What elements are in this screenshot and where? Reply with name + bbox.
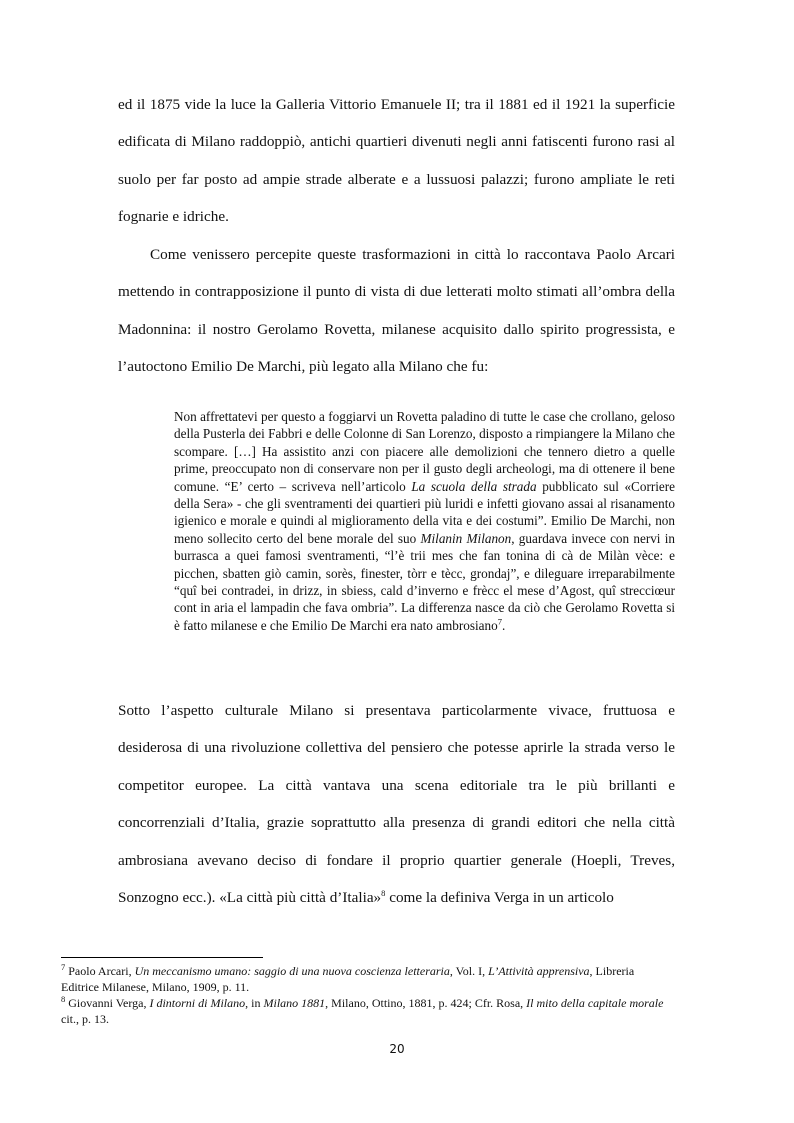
footnote-text: , Milano, Ottino, 1881, p. 424; Cfr. Rosa,: [325, 996, 527, 1010]
paragraph-text: come la definiva Verga in un articolo: [385, 889, 614, 907]
body-paragraph: ed il 1875 vide la luce la Galleria Vittorio Emanuele II; tra il 1881 ed il 1921 la superficie edificata di Milano raddoppiò, antichi quartieri divenuti negli anni fatiscenti furono rasi al suolo per far posto ad ampie strade alberate e a lussuosi palazzi; furono ampliate le reti fognarie e idriche.: [118, 96, 675, 226]
footnote-text: , in: [245, 996, 264, 1010]
footnote-text: Paolo Arcari,: [65, 964, 135, 978]
footnote-separator: [61, 957, 263, 958]
footnote-text: , Libreria Editrice Milanese, Milano, 1909, p. 11.: [61, 964, 635, 994]
body-paragraph: [118, 692, 675, 916]
body-paragraph: Come venissero percepite queste trasformazioni in città lo raccontava Paolo Arcari mettendo in contrapposizione il punto di vista di due letterati molto stimati all’ombra della Madonnina: il nostro Gerolamo Rovetta, milanese acquisito dallo spirito progressista, e l’autoctono Emilio De Marchi, più legato alla Milano che fu:: [118, 246, 675, 376]
footnote-title: L’Attività apprensiva: [488, 964, 590, 978]
quote-text: Non affrettatevi per questo a foggiarvi un Rovetta paladino di tutte le case che crollano, geloso della Pusterla dei Fabbri e delle Colonne di San Lorenzo, disposto a rimpiangere la Milano che scompare. […] Ha assistito anzi con piacere alle demolizioni che tennero dietro a quelle prime, preoccupato non di conservare non per il gusto degli archeologi, ma di ottenere il bene comune. “E’ certo – scriveva nell’articolo: [174, 409, 675, 494]
quote-text: , guardava invece con nervi in burrasca a quei famosi sventramenti, “l’è trii mes che fan tonina di cà de Milàn vèce: e picchen, sbatten giò camin, sorès, finester, tòrr e tècc, grondaj”, e dileguare irreparabilmente “quî bei contradei, in drizz, in sbiess, cald d’inverno e frècc el mese d’Agost, quî strecciœur cont in aria el lampadin che fava ombria”. La differenza nasce da ciò che Gerolamo Rovetta si è fatto milanese e che Emilio De Marchi era nato ambrosiano: [174, 530, 675, 633]
footnote-title: Milano 1881: [263, 996, 326, 1010]
quote-title: Milanin Milanon: [420, 530, 512, 546]
quote-title: La scuola della strada: [411, 478, 537, 494]
footnote-title: I dintorni di Milano: [149, 996, 246, 1010]
block-quote: [174, 408, 675, 634]
footnote-title: Un meccanismo umano: saggio di una nuova coscienza letteraria: [134, 964, 450, 978]
paragraph-text: Sotto l’aspetto culturale Milano si presentava particolarmente vivace, fruttuosa e desiderosa di una rivoluzione collettiva del pensiero che potesse aprirle la strada verso le competitor europee. La città vantava una scena editoriale tra le più brillanti e concorrenziali d’Italia, grazie soprattutto alla presenza di grandi editori che nella città ambrosiana avevano deciso di fondare il proprio quartier generale (Hoepli, Treves, Sonzogno ecc.). «La città più città d’Italia»: [118, 702, 675, 907]
footnote-text: cit., p. 13.: [61, 1012, 109, 1026]
footnote: [61, 963, 675, 995]
footnote-number: 7: [61, 962, 66, 972]
footnote: [61, 995, 675, 1027]
footnote-text: , Vol. I,: [449, 964, 489, 978]
footnote-text: Giovanni Verga,: [65, 996, 150, 1010]
page-number: 20: [389, 1042, 405, 1056]
footnote-reference[interactable]: 8: [381, 887, 386, 898]
footnotes: [61, 963, 675, 1027]
quote-text: pubblicato sul «Corriere della Sera» - che gli sventramenti dei quartieri più luridi e infetti giovano assai al risanamento igienico e morale e quindi al miglioramento della vita e dei costumi”. Emilio De Marchi, non meno sollecito certo del bene morale del suo: [174, 478, 675, 546]
footnote-reference[interactable]: 7: [497, 616, 502, 627]
footnote-title: Il mito della capitale morale: [526, 996, 664, 1010]
footnote-number: 8: [61, 994, 66, 1004]
quote-text: .: [501, 617, 506, 633]
